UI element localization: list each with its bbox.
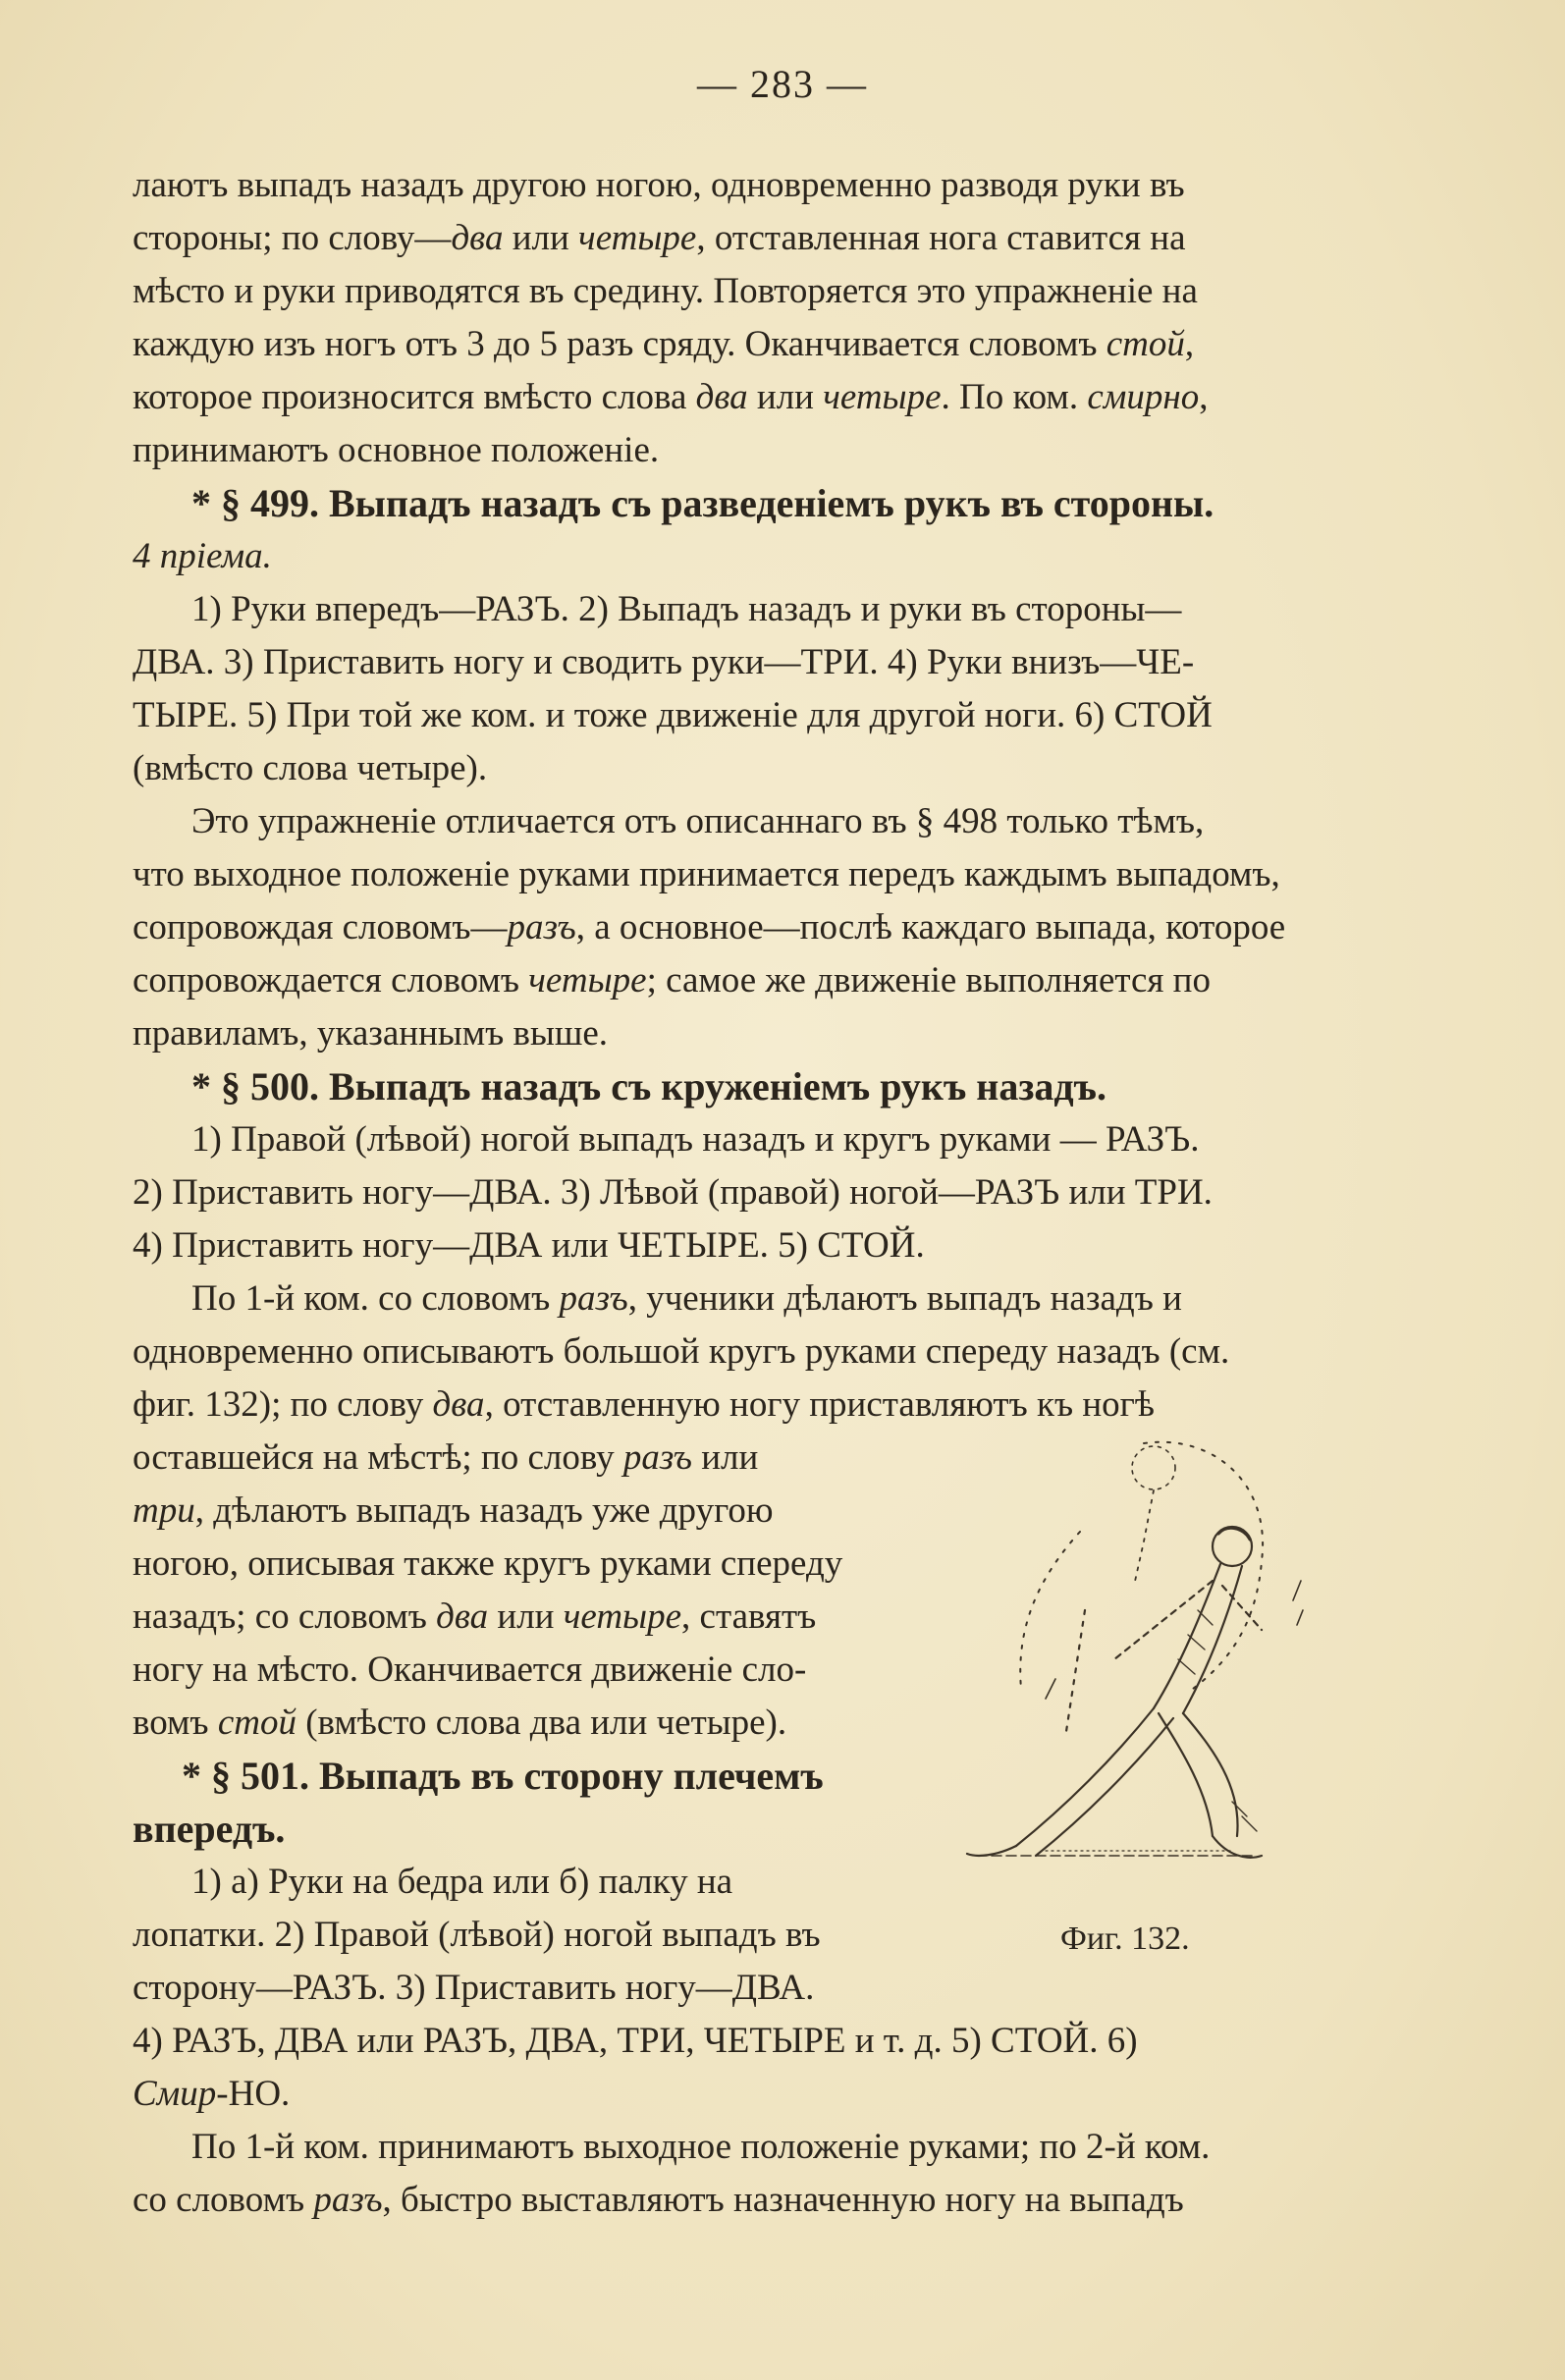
text-line: сторону—РАЗЪ. 3) Приставить ногу—ДВА. — [133, 1968, 815, 2008]
text-line: Это упражненіе отличается отъ описаннаго въ § 498 только тѣмъ, — [191, 801, 1205, 841]
text-line: По 1-й ком. принимаютъ выходное положеніе руками; по 2-й ком. — [191, 2127, 1211, 2167]
text-line: 1) Руки впередъ—РАЗЪ. 2) Выпадъ назадъ и руки въ стороны— — [191, 589, 1182, 629]
text-line: принимаютъ основное положеніе. — [133, 430, 660, 470]
text-line: ТЫРЕ. 5) При той же ком. и тоже движеніе для другой ноги. 6) СТОЙ — [133, 695, 1213, 735]
text-line: мѣсто и руки приводятся въ средину. Повторяется это упражненіе на — [133, 271, 1198, 311]
text-line: фиг. 132); по слову два, отставленную ногу приставляютъ къ ногѣ — [133, 1384, 1155, 1425]
text-line: вомъ стой (вмѣсто слова два или четыре). — [133, 1703, 787, 1743]
text-line: три, дѣлаютъ выпадъ назадъ уже другою — [133, 1490, 774, 1531]
text-line: 1) Правой (лѣвой) ногой выпадъ назадъ и кругъ руками — РАЗЪ. — [191, 1119, 1200, 1160]
text-line: правиламъ, указаннымъ выше. — [133, 1013, 609, 1054]
text-line: (вмѣсто слова четыре). — [133, 748, 488, 788]
text-line: сопровождая словомъ—разъ, а основное—послѣ каждаго выпада, которое — [133, 907, 1286, 947]
page-number: — 283 — — [697, 62, 868, 106]
text-line: со словомъ разъ, быстро выставляютъ назначенную ногу на выпадъ — [133, 2180, 1184, 2220]
text-line: 2) Приставить ногу—ДВА. 3) Лѣвой (правой) ногой—РАЗЪ или ТРИ. — [133, 1172, 1213, 1213]
section-heading-501: * § 501. Выпадъ въ сторону плечемъ — [182, 1754, 824, 1798]
section-heading-499: * § 499. Выпадъ назадъ съ разведеніемъ рукъ въ стороны. — [191, 481, 1214, 525]
body-text — [133, 159, 1379, 2227]
figure-caption: Фиг. 132. — [1060, 1920, 1190, 1957]
text-line: Смир-НО. — [133, 2074, 291, 2114]
text-line: одновременно описываютъ большой кругъ руками спереду назадъ (см. — [133, 1331, 1230, 1372]
text-line: ногою, описывая также кругъ руками спереду — [133, 1543, 843, 1584]
text-line: 4) Приставить ногу—ДВА или ЧЕТЫРЕ. 5) СТОЙ. — [133, 1225, 925, 1266]
lunge-figure-illustration — [918, 1414, 1350, 1895]
text-line: оставшейся на мѣстѣ; по слову разъ или — [133, 1437, 759, 1478]
text-line: 4) РАЗЪ, ДВА или РАЗЪ, ДВА, ТРИ, ЧЕТЫРЕ и т. д. 5) СТОЙ. 6) — [133, 2021, 1138, 2061]
text-line: что выходное положеніе руками принимается передъ каждымъ выпадомъ, — [133, 854, 1280, 894]
section-heading-500: * § 500. Выпадъ назадъ съ круженіемъ рукъ назадъ. — [191, 1064, 1106, 1109]
text-line: назадъ; со словомъ два или четыре, ставятъ — [133, 1596, 817, 1637]
text-line: которое произносится вмѣсто слова два или четыре. По ком. смирно, — [133, 377, 1209, 417]
text-line: стороны; по слову—два или четыре, отставленная нога ставится на — [133, 218, 1186, 258]
text-line: сопровождается словомъ четыре; самое же движеніе выполняется по — [133, 960, 1211, 1001]
text-line: ногу на мѣсто. Оканчивается движеніе сло- — [133, 1650, 807, 1690]
text-line: По 1-й ком. со словомъ разъ, ученики дѣлаютъ выпадъ назадъ и — [191, 1278, 1182, 1319]
text-line: 1) а) Руки на бедра или б) палку на — [191, 1862, 733, 1902]
text-line: ДВА. 3) Приставить ногу и сводить руки—ТРИ. 4) Руки внизъ—ЧЕ- — [133, 642, 1195, 682]
text-line: впередъ. — [133, 1807, 286, 1851]
text-line: 4 пріема. — [133, 536, 272, 576]
text-line: лопатки. 2) Правой (лѣвой) ногой выпадъ въ — [133, 1915, 821, 1955]
text-line: каждую изъ ногъ отъ 3 до 5 разъ сряду. Оканчивается словомъ стой, — [133, 324, 1195, 364]
text-line: лаютъ выпадъ назадъ другою ногою, одновременно разводя руки въ — [133, 165, 1185, 205]
